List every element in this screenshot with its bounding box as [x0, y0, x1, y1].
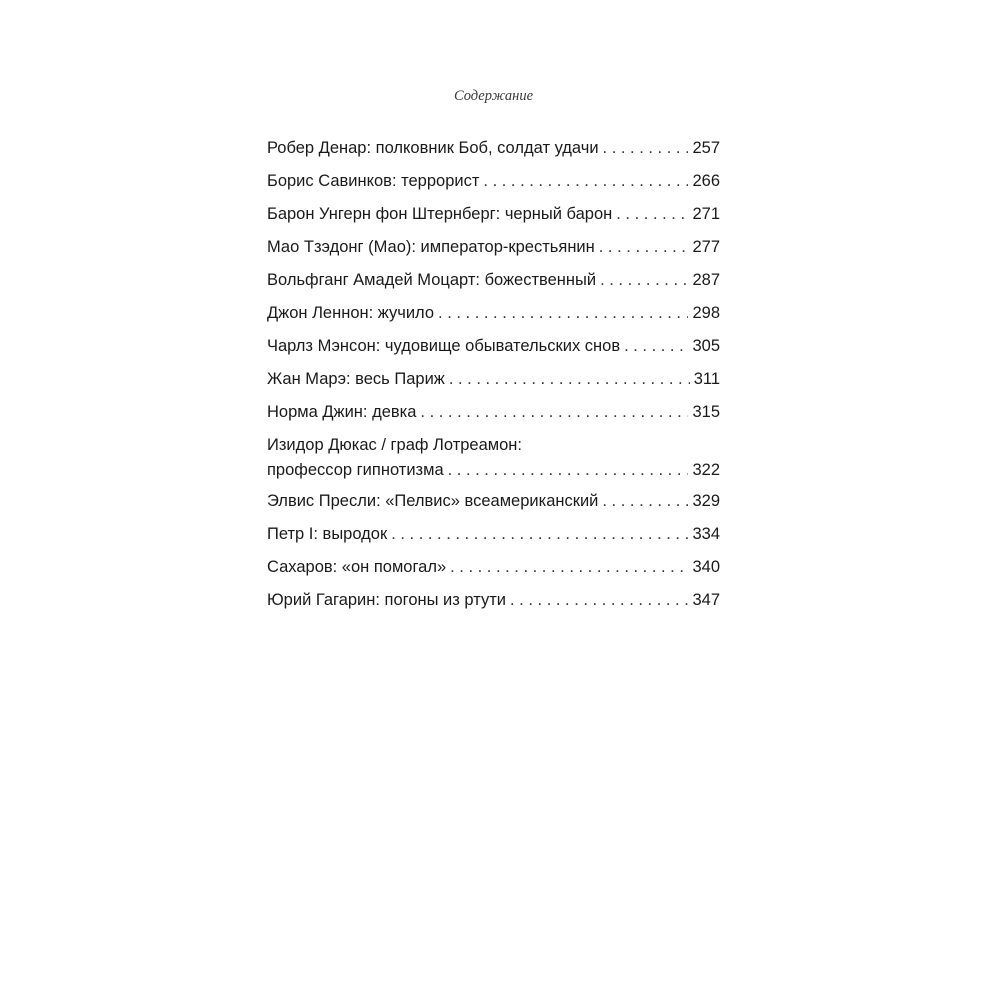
toc-entry-title: Борис Савинков: террорист — [267, 172, 480, 190]
toc-entry-title: Юрий Гагарин: погоны из ртути — [267, 591, 507, 609]
toc-entry-title: Вольфганг Амадей Моцарт: божественный — [267, 271, 597, 289]
dot-leader — [600, 264, 688, 297]
dot-leader — [438, 297, 688, 330]
toc-entry-title: Чарлз Мэнсон: чудовище обывательских снов — [267, 337, 621, 355]
toc-entry-page-number: 347 — [692, 591, 720, 609]
toc-entry-page-number: 266 — [692, 172, 720, 190]
toc-entry-page-number: 315 — [692, 403, 720, 421]
toc-entry — [267, 429, 720, 485]
toc-entry-page-number: 298 — [692, 304, 720, 322]
toc-entry-title: Барон Унгерн фон Штернберг: черный барон — [267, 205, 613, 223]
toc-entry — [267, 518, 720, 551]
toc-entry-page-number: 271 — [692, 205, 720, 223]
toc-entry-page-number: 322 — [692, 461, 720, 479]
toc-entry — [267, 363, 720, 396]
toc-entry-title: Жан Марэ: весь Париж — [267, 370, 445, 388]
dot-leader — [391, 518, 688, 551]
dot-leader — [624, 330, 688, 363]
toc-entry-title: Джон Леннон: жучило — [267, 304, 435, 322]
toc-entry-page-number: 329 — [692, 492, 720, 510]
toc-entry-page-number: 305 — [692, 337, 720, 355]
toc-entry-title: Робер Денар: полковник Боб, солдат удачи — [267, 139, 599, 157]
toc-entry — [267, 485, 720, 518]
toc-entry-title: Мао Тзэдонг (Мао): император-крестьянин — [267, 238, 595, 256]
toc-entry — [267, 198, 720, 231]
toc-entry — [267, 396, 720, 429]
toc-entry-page-number: 287 — [692, 271, 720, 289]
dot-leader — [510, 584, 688, 617]
toc-entry — [267, 165, 720, 198]
dot-leader — [483, 165, 688, 198]
toc-entry-page-number: 340 — [692, 558, 720, 576]
dot-leader — [616, 198, 688, 231]
toc-entry — [267, 330, 720, 363]
toc-entry-title: Норма Джин: девка — [267, 403, 417, 421]
toc-entry-second-line — [267, 457, 720, 485]
toc-entry — [267, 551, 720, 584]
dot-leader — [599, 231, 689, 264]
toc-entry — [267, 231, 720, 264]
toc-entry-title-line1: Изидор Дюкас / граф Лотреамон: — [267, 436, 522, 454]
dot-leader — [449, 363, 690, 396]
toc-entry-title: Сахаров: «он помогал» — [267, 558, 447, 576]
dot-leader — [420, 396, 688, 429]
toc-entry-page-number: 334 — [692, 525, 720, 543]
dot-leader — [602, 485, 688, 518]
toc-entry-title: Элвис Пресли: «Пелвис» всеамериканский — [267, 492, 599, 510]
toc-entry-page-number: 277 — [692, 238, 720, 256]
toc-entry-page-number: 311 — [693, 370, 720, 388]
toc-entry-title: Петр I: выродок — [267, 525, 388, 543]
toc-entry — [267, 297, 720, 330]
dot-leader — [603, 132, 689, 165]
toc-entry-page-number: 257 — [692, 139, 720, 157]
toc-entry — [267, 584, 720, 617]
table-of-contents-page — [267, 86, 720, 617]
toc-entry-title-line2: профессор гипнотизма — [267, 461, 444, 479]
toc-entry — [267, 132, 720, 165]
running-head: Содержание — [453, 88, 534, 104]
dot-leader — [448, 457, 689, 483]
dot-leader — [450, 551, 688, 584]
toc-entry — [267, 264, 720, 297]
toc-list — [267, 132, 720, 617]
